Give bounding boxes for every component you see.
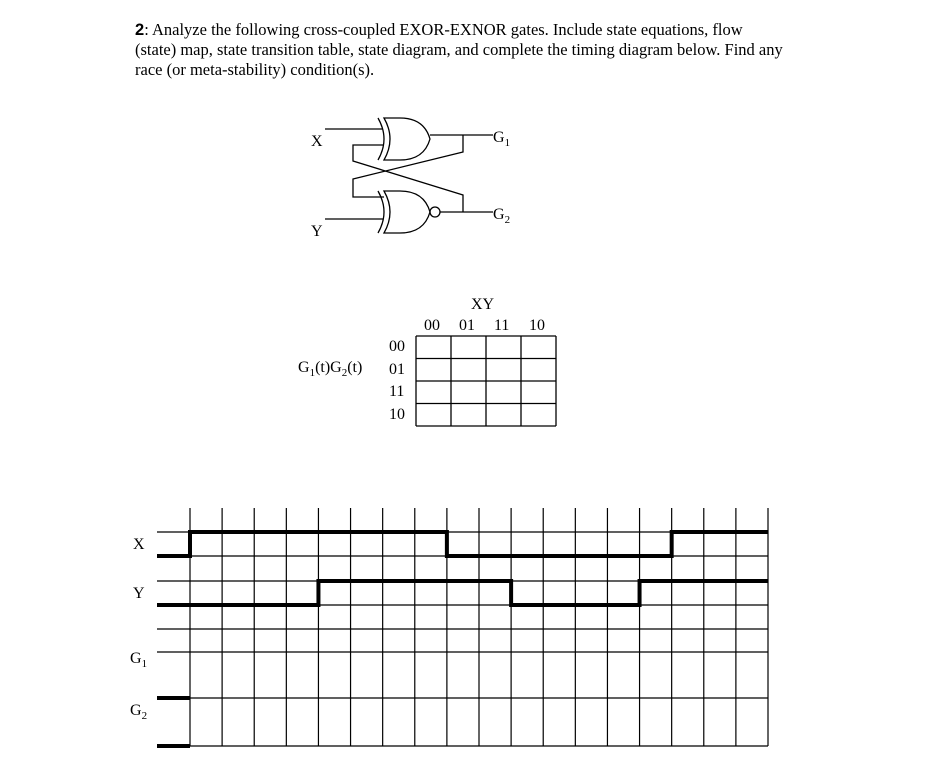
input-x-label: X [311, 133, 323, 150]
row-var-g: G [298, 359, 310, 376]
timing-label-g2 [130, 702, 147, 722]
row-var-t-g: (t)G [315, 359, 342, 376]
problem-number: 2 [135, 21, 145, 39]
kmap-row-header: 00 [389, 338, 405, 355]
row-var-sub2: 2 [341, 367, 348, 380]
kmap-row-header: 10 [389, 405, 405, 423]
problem-text: : Analyze the following cross-coupled EXOR-EXNOR gates. Include state equations, flow (state) map, state transition table, state diagram, and complete the timing diagram below. Find any race (or meta-stability) condition(s). [135, 20, 783, 79]
kmap-col-header: 10 [529, 317, 545, 334]
g1-subscript: 1 [141, 658, 148, 671]
g1-subscript: 1 [504, 137, 511, 150]
timing-label-x: X [133, 536, 145, 553]
g2-subscript: 2 [504, 214, 511, 227]
g2-letter: G [493, 206, 505, 223]
x-waveform [157, 532, 768, 556]
row-var-t: (t) [347, 359, 363, 376]
g2-subscript: 2 [141, 710, 148, 723]
timing-label-g1 [130, 650, 147, 670]
timing-label-y: Y [133, 585, 145, 602]
kmap-col-header: 00 [424, 317, 440, 334]
y-waveform [157, 581, 768, 605]
row-var-sub1: 1 [309, 367, 316, 380]
kmap-row-header: 11 [389, 383, 405, 400]
kmap-col-header: 11 [494, 317, 510, 334]
g1-letter: G [493, 129, 505, 146]
kmap-col-header: 01 [459, 317, 475, 334]
kmap-row-header: 01 [389, 360, 405, 378]
kmap-col-variable: XY [471, 296, 495, 313]
g2-letter: G [130, 702, 142, 719]
input-y-label: Y [311, 223, 323, 240]
g1-letter: G [130, 650, 142, 667]
